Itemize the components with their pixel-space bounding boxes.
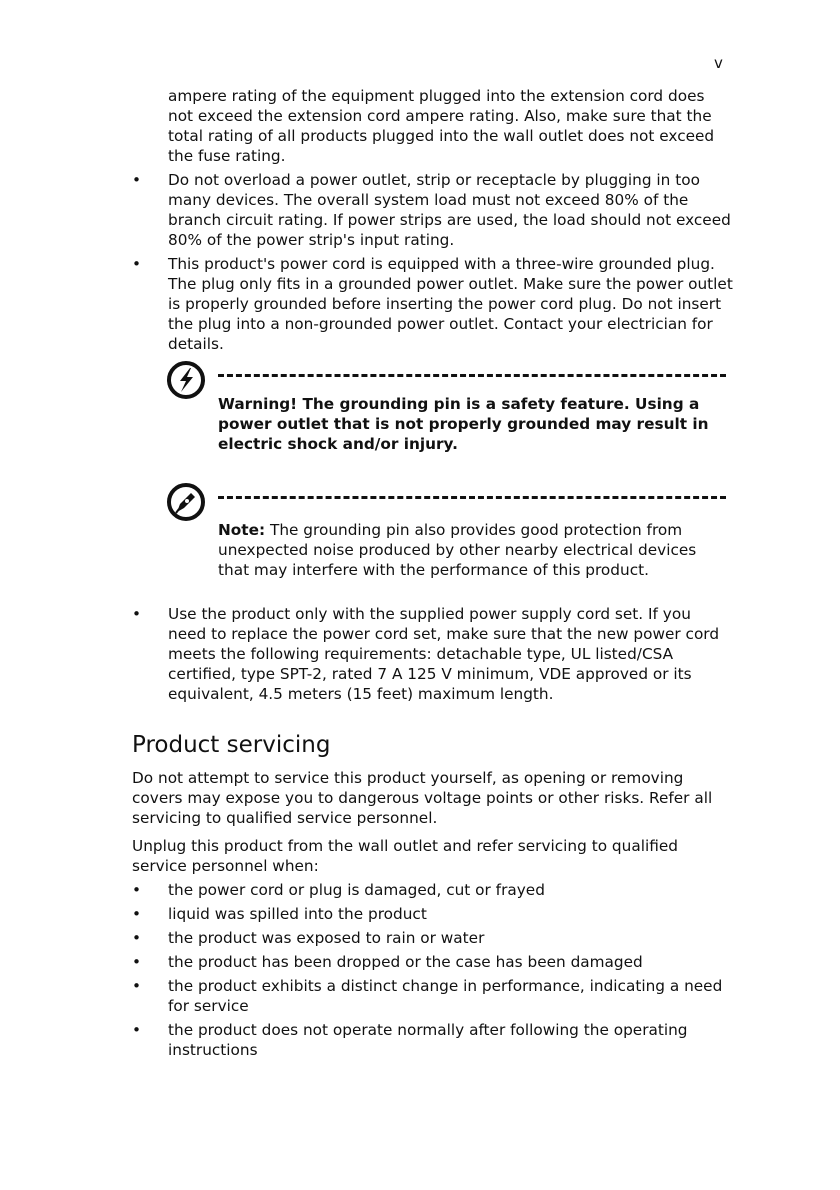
bullet-symbol: • — [132, 953, 142, 971]
page-number: v — [714, 54, 723, 72]
bullet-symbol: • — [132, 605, 142, 623]
bullet-symbol: • — [132, 977, 142, 995]
bullet-symbol: • — [132, 255, 142, 273]
section-heading: Product servicing — [132, 732, 331, 758]
list-item-text: Use the product only with the supplied power supply cord set. If you need to replace the power cord set, make sure that the new power cord meets the following requirements: detachable type, UL listed/CSA certified, type SPT-2, rated 7 A 125 V minimum, VDE approved or its equivalent, 4.5 meters (15 feet) maximum length. — [168, 605, 720, 703]
list-item-text: the power cord or plug is damaged, cut or frayed — [168, 881, 545, 899]
note-label: Note: — [218, 521, 266, 539]
list-item-text: the product exhibits a distinct change in performance, indicating a need for service — [168, 977, 723, 1015]
bullet-symbol: • — [132, 1021, 142, 1039]
list-item-text: the product has been dropped or the case has been damaged — [168, 953, 643, 971]
pen-note-icon — [166, 482, 206, 522]
bullet-symbol: • — [132, 929, 142, 947]
list-item-text: the product was exposed to rain or water — [168, 929, 485, 947]
dashed-divider — [218, 374, 726, 377]
section-paragraph: Unplug this product from the wall outlet and refer servicing to qualified service personnel when: — [132, 837, 678, 875]
section-paragraph: Do not attempt to service this product yourself, as opening or removing covers may expose you to dangerous voltage points or other risks. Refer all servicing to qualified service personnel. — [132, 769, 713, 827]
bullet-symbol: • — [132, 905, 142, 923]
warning-text: Warning! The grounding pin is a safety feature. Using a power outlet that is not properly grounded may result in electric shock and/or injury. — [218, 395, 709, 453]
note-body — [218, 520, 718, 580]
list-item-text: Do not overload a power outlet, strip or receptacle by plugging in too many devices. The overall system load must not exceed 80% of the branch circuit rating. If power strips are used, the load should not exceed 80% of the power strip's input rating. — [168, 171, 731, 249]
bullet-symbol: • — [132, 881, 142, 899]
dashed-divider — [218, 496, 726, 499]
list-item-text: This product's power cord is equipped with a three-wire grounded plug. The plug only fits in a grounded power outlet. Make sure the power outlet is properly grounded before inserting the power cord plug. Do not insert the plug into a non-grounded power outlet. Contact your electrician for details. — [168, 255, 733, 353]
bullet-symbol: • — [132, 171, 142, 189]
intro-continuation: ampere rating of the equipment plugged into the extension cord does not exceed the extension cord ampere rating. Also, make sure that the total rating of all products plugged into the wall outlet does not exceed the fuse rating. — [168, 87, 715, 165]
list-item-text: liquid was spilled into the product — [168, 905, 427, 923]
note-text: The grounding pin also provides good protection from unexpected noise produced by other nearby electrical devices that may interfere with the performance of this product. — [218, 521, 697, 579]
lightning-warning-icon — [166, 360, 206, 400]
list-item-text: the product does not operate normally after following the operating instructions — [168, 1021, 688, 1059]
